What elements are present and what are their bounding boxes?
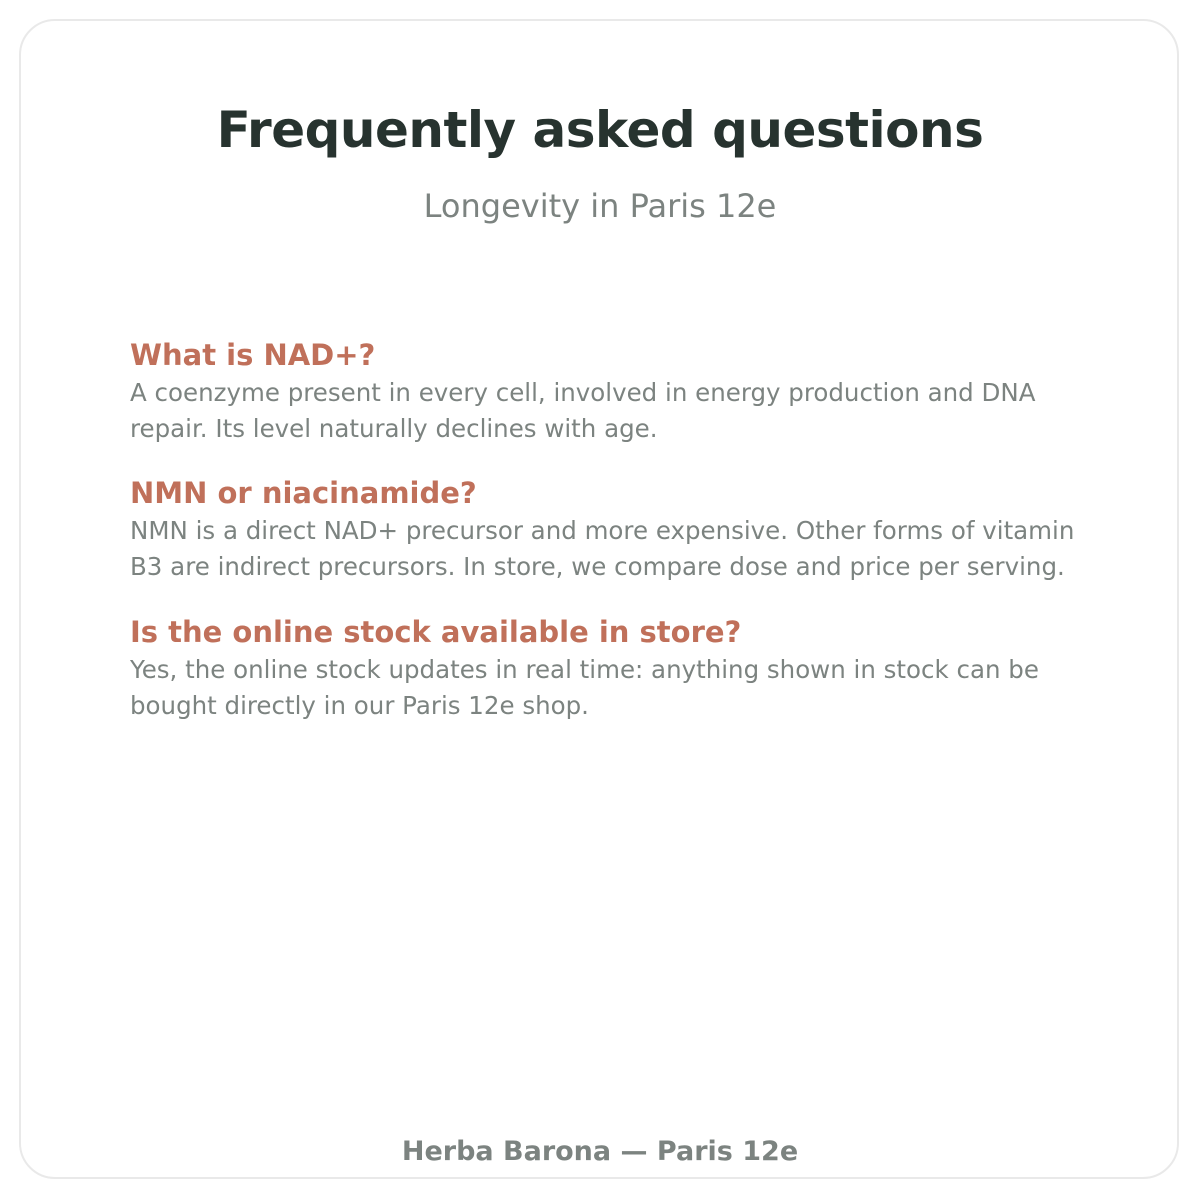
footer-brand: Herba Barona — Paris 12e <box>401 1136 799 1167</box>
faq-item <box>130 337 1090 447</box>
faq-answer: Yes, the online stock updates in real time: anything shown in stock can be bought directly in our Paris 12e shop. <box>130 655 1039 720</box>
faq-question: What is NAD+? <box>130 338 376 372</box>
faq-item <box>130 614 1090 724</box>
faq-item <box>130 475 1090 585</box>
page-title: Frequently asked questions <box>216 101 984 159</box>
faq-answer: A coenzyme present in every cell, involved in energy production and DNA repair. Its level naturally declines with age. <box>130 378 1036 443</box>
faq-answer: NMN is a direct NAD+ precursor and more expensive. Other forms of vitamin B3 are indirect precursors. In store, we compare dose and price per serving. <box>130 516 1075 581</box>
faq-question: NMN or niacinamide? <box>130 476 477 510</box>
faq-question: Is the online stock available in store? <box>130 615 742 649</box>
page-subtitle: Longevity in Paris 12e <box>423 187 777 225</box>
